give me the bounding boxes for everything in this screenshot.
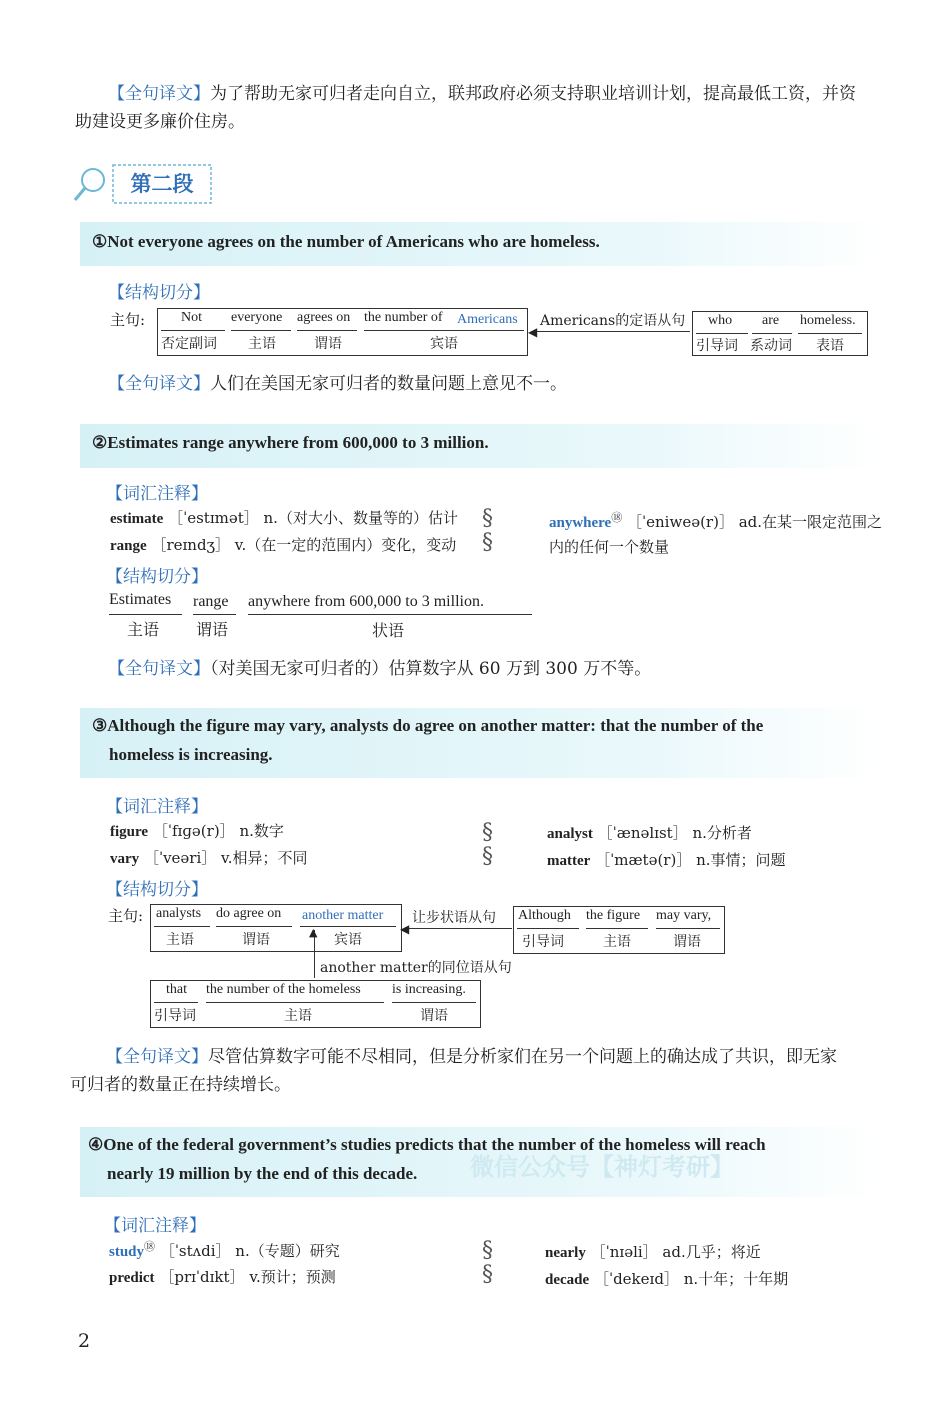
word: Not [181, 310, 202, 325]
vocab-entry: vary ［ˈveəri］ v.相异；不同 [110, 849, 308, 867]
label: 系动词 [750, 338, 792, 354]
label: 宾语 [430, 336, 458, 352]
page-number: 2 [78, 1330, 91, 1352]
sentence-1: ①Not everyone agrees on the number of Americans who are homeless. [92, 232, 600, 251]
sentence-2: ②Estimates range anywhere from 600,000 to 3 million. [92, 433, 489, 452]
word: is increasing. [392, 982, 466, 997]
word: anywhere from 600,000 to 3 million. [248, 593, 484, 610]
label: 谓语 [314, 336, 342, 352]
word-highlight: Americans [457, 312, 518, 327]
section-title-box [112, 164, 212, 204]
top-translation [75, 80, 925, 136]
translation-text: 为了帮助无家可归者走向自立，联邦政府必须支持职业培训计划，提高最低工资，并资 [210, 84, 856, 104]
magnifier-icon [73, 166, 109, 202]
clause-note: Americans的定语从句 [540, 313, 686, 329]
word-highlight: another matter [302, 908, 384, 923]
clause-note: another matter的同位语从句 [320, 960, 512, 976]
word: range [193, 593, 229, 610]
label: 状语 [372, 621, 405, 640]
label: 谓语 [242, 932, 270, 948]
divider-squiggle: § [482, 1238, 493, 1263]
word: homeless. [800, 313, 856, 328]
divider-squiggle: § [482, 530, 493, 555]
translation-text: 尽管估算数字可能不尽相同，但是分析家们在另一个问题上的确达成了共识，即无家 [208, 1047, 837, 1067]
label: 引导词 [154, 1008, 196, 1024]
word: Although [518, 908, 571, 923]
vocab-tag: 【词汇注释】 [104, 1216, 206, 1236]
label: 宾语 [334, 932, 362, 948]
label: 引导词 [522, 934, 564, 950]
divider-squiggle: § [482, 844, 493, 869]
word: who [708, 313, 733, 328]
clause-note: 让步状语从句 [412, 910, 496, 926]
struct-tag: 【结构切分】 [106, 880, 208, 900]
translation-tag: 【全句译文】 [108, 659, 210, 679]
translation-text-cont: 助建设更多廉价住房。 [75, 112, 245, 132]
label: 主语 [603, 934, 631, 950]
word: that [166, 982, 187, 997]
section-title: 第二段 [130, 172, 194, 196]
vocab-entry: study⑱ ［ˈstʌdi］ n.（专题）研究 [109, 1240, 340, 1260]
word: the number of the homeless [206, 982, 361, 997]
word: the number of [364, 310, 443, 325]
vocab-entry: nearly ［ˈnɪəli］ ad.几乎；将近 [545, 1243, 761, 1261]
main-clause-label: 主句: [110, 311, 146, 329]
label: 否定副词 [161, 336, 217, 352]
translation-2 [108, 655, 651, 683]
word: agrees on [297, 310, 351, 325]
translation-tag: 【全句译文】 [106, 1047, 208, 1067]
translation-text-cont: 可归者的数量正在持续增长。 [70, 1075, 291, 1095]
word: Estimates [109, 591, 172, 608]
divider-squiggle: § [482, 506, 493, 531]
vocab-entry: matter ［ˈmætə(r)］ n.事情；问题 [547, 851, 786, 869]
label: 谓语 [196, 620, 229, 639]
watermark: 微信公众号【神灯考研】 [470, 1153, 734, 1181]
translation-text: （对美国无家可归者的）估算数字从 60 万到 300 万不等。 [210, 659, 652, 679]
sentence-4: ④One of the federal government’s studies predicts that the number of the homeless will reach nearly 19 million by the end of this decade. [88, 1135, 766, 1183]
vocab-entry: range ［reɪndʒ］ v.（在一定的范围内）变化，变动 [110, 536, 457, 554]
struct-tag: 【结构切分】 [106, 567, 208, 587]
translation-tag: 【全句译文】 [108, 84, 210, 104]
main-clause-label: 主句: [108, 907, 144, 925]
word: are [762, 313, 780, 328]
word: everyone [231, 310, 283, 325]
struct-tag: 【结构切分】 [108, 283, 210, 303]
vocab-tag: 【词汇注释】 [106, 484, 208, 504]
divider-squiggle: § [482, 1262, 493, 1287]
word: the figure [586, 908, 641, 923]
translation-1 [108, 370, 567, 398]
word: analysts [156, 906, 202, 921]
vocab-entry-cont: 内的任何一个数量 [549, 538, 670, 556]
vocab-entry: decade ［ˈdekeɪd］ n.十年；十年期 [545, 1270, 789, 1288]
label: 主语 [166, 932, 194, 948]
sentence-3: ③Although the figure may vary, analysts do agree on another matter: that the number of the homeless is increasing. [92, 716, 764, 764]
label: 主语 [248, 336, 276, 352]
label: 引导词 [696, 338, 738, 354]
label: 主语 [127, 620, 160, 639]
vocab-entry: estimate ［ˈestɪmət］ n.（对大小、数量等的）估计 [110, 509, 458, 527]
word: may vary, [656, 908, 712, 923]
label: 谓语 [673, 934, 701, 950]
label: 表语 [816, 338, 844, 354]
word: do agree on [216, 906, 282, 921]
vocab-tag: 【词汇注释】 [106, 797, 208, 817]
divider-squiggle: § [482, 820, 493, 845]
label: 主语 [284, 1008, 312, 1024]
translation-3 [70, 1043, 910, 1099]
label: 谓语 [420, 1008, 448, 1024]
translation-tag: 【全句译文】 [108, 374, 210, 394]
vocab-entry: analyst ［ˈænəlɪst］ n.分析者 [547, 824, 752, 842]
vocab-entry: anywhere⑱ ［ˈeniweə(r)］ ad.在某一限定范围之 [549, 511, 883, 531]
vocab-entry: predict ［prɪˈdɪkt］ v.预计；预测 [109, 1268, 336, 1286]
translation-text: 人们在美国无家可归者的数量问题上意见不一。 [210, 374, 567, 394]
vocab-entry: figure ［ˈfɪɡə(r)］ n.数字 [110, 822, 284, 840]
